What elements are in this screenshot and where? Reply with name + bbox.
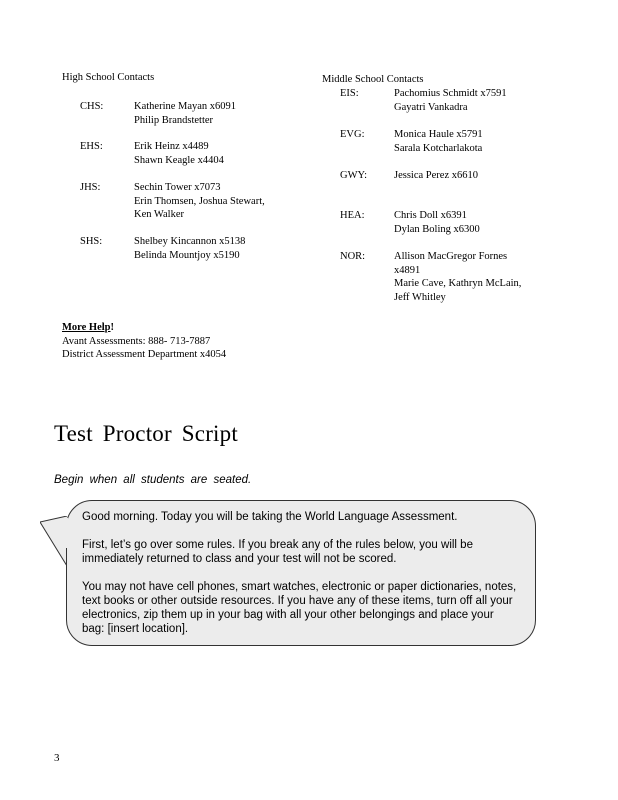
school-code: EVG: (340, 129, 365, 140)
speech-bubble (66, 500, 536, 646)
contact-line: Erin Thomsen, Joshua Stewart, (134, 195, 265, 207)
contact-names (394, 169, 544, 183)
contact-line: Shelbey Kincannon x5138 (134, 236, 246, 247)
contact-line: x4891 (394, 264, 421, 276)
contact-line: Allison MacGregor Fornes (394, 251, 508, 262)
tail-joint (66, 518, 68, 548)
script-paragraph: First, let’s go over some rules. If you break any of the rules below, you will be immediately returned to class and your test will not be scored. (82, 539, 473, 565)
contact-line: Gayatri Vankadra (394, 101, 468, 113)
school-code: SHS: (80, 236, 103, 247)
contact-line: Pachomius Schmidt x7591 (394, 88, 507, 99)
contact-line: Belinda Mountjoy x5190 (134, 249, 240, 261)
more-help-block (62, 321, 226, 362)
contact-line: Philip Brandstetter (134, 114, 214, 126)
more-help-exclamation: ! (110, 322, 115, 333)
contact-line: Shawn Keagle x4404 (134, 154, 224, 166)
middle-school-heading: Middle School Contacts (322, 74, 424, 85)
contact-line: Marie Cave, Kathryn McLain, (394, 278, 522, 289)
more-help-title: More Help (62, 322, 111, 333)
contact-line: Jessica Perez x6610 (394, 170, 478, 181)
school-code: NOR: (340, 251, 366, 262)
school-code: HEA: (340, 210, 365, 221)
contact-names (394, 250, 554, 304)
contact-line: Jeff Whitley (394, 291, 446, 303)
contact-names (394, 209, 544, 236)
district-assessment-line: District Assessment Department x4054 (62, 349, 227, 360)
school-code: EIS: (340, 88, 359, 99)
school-code: JHS: (80, 182, 101, 193)
contact-line: Katherine Mayan x6091 (134, 101, 237, 112)
contact-names (394, 87, 544, 114)
contact-line: Chris Doll x6391 (394, 210, 467, 221)
contact-line: Monica Haule x5791 (394, 129, 483, 140)
school-code: EHS: (80, 141, 103, 152)
script-paragraph: You may not have cell phones, smart watches, electronic or paper dictionaries, notes, text books or other outside resources. If you have any of these items, turn off all your electronics, zip them up in your bag with all your other belongings and place your bag: [insert location]. (82, 581, 517, 635)
school-code: GWY: (340, 170, 368, 181)
contact-names (134, 181, 284, 222)
contact-line: Dylan Boling x6300 (394, 223, 480, 235)
contact-line: Ken Walker (134, 209, 184, 220)
contact-line: Erik Heinz x4489 (134, 141, 209, 152)
high-school-heading: High School Contacts (62, 72, 155, 83)
contact-names (134, 140, 284, 167)
begin-instruction: Begin when all students are seated. (54, 474, 252, 486)
contact-names (134, 235, 284, 262)
contact-names (394, 128, 544, 155)
page-number: 3 (54, 752, 60, 764)
contact-names (134, 100, 284, 127)
script-title: Test Proctor Script (54, 421, 238, 446)
school-code: CHS: (80, 101, 104, 112)
more-help-heading (62, 321, 226, 335)
avant-assessments-line: Avant Assessments: 888- 713-7887 (62, 335, 211, 347)
contact-line: Sarala Kotcharlakota (394, 142, 483, 154)
script-paragraph: Good morning. Today you will be taking the World Language Assessment. (82, 511, 458, 523)
contact-line: Sechin Tower x7073 (134, 182, 221, 193)
